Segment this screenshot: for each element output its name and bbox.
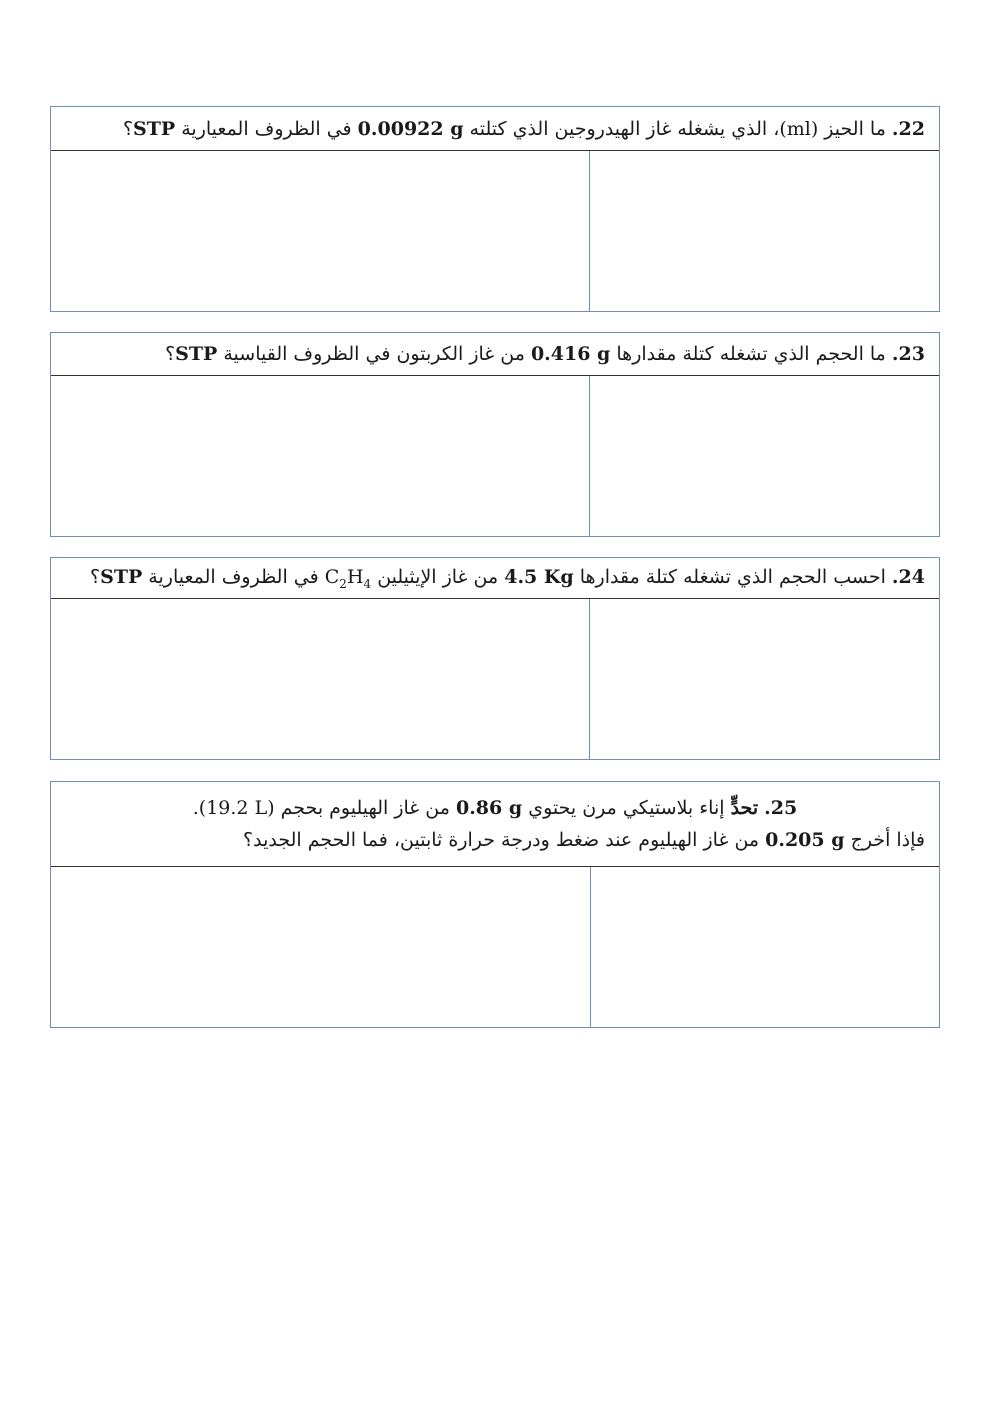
question-text-part: ). (192, 797, 207, 819)
answer-cell-data[interactable] (590, 376, 939, 536)
answer-cell-solution[interactable] (51, 599, 590, 759)
question-box-24 (50, 557, 940, 760)
question-text-part: من غاز الإيثيلين (371, 565, 505, 588)
formula-element: H (346, 565, 364, 588)
question-mark: ؟ (90, 565, 101, 588)
mass-value: 0.416 g (530, 343, 611, 365)
question-text-part: احسب الحجم الذي تشغله كتلة مقدارها (573, 565, 886, 588)
question-number: 25. (764, 797, 798, 819)
question-text-part: من غاز الكربتون في الظروف القياسية (217, 343, 531, 365)
volume-value: 19.2 L (206, 797, 268, 819)
answer-cell-data[interactable] (590, 151, 939, 311)
formula-subscript: 2 (339, 576, 347, 591)
question-box-25 (50, 781, 940, 1028)
question-number: 22. (891, 117, 925, 140)
question-text-part: في الظروف المعيارية (142, 565, 325, 588)
question-mark: ؟ (165, 343, 176, 365)
question-text-24 (51, 558, 939, 599)
question-line-2 (65, 824, 925, 856)
question-text-part: في الظروف المعيارية (175, 117, 358, 140)
question-line-1 (65, 792, 925, 824)
question-text-part: ما الحجم الذي تشغله كتلة مقدارها (610, 343, 886, 365)
mass-value: 0.00922 g (357, 117, 464, 140)
question-box-22 (50, 106, 940, 312)
question-number: 23. (891, 343, 925, 365)
answer-cell-solution[interactable] (51, 867, 591, 1027)
unit-text: ml (786, 117, 811, 140)
mass-value: 0.86 g (455, 797, 523, 819)
question-text-23 (51, 333, 939, 376)
question-text-part: )، الذي يشغله غاز الهيدروجين الذي كتلته (463, 117, 787, 140)
question-text-25 (51, 782, 939, 867)
answer-cell-data[interactable] (590, 599, 939, 759)
answer-cell-data[interactable] (591, 867, 939, 1027)
question-text-part: من غاز الهيليوم بحجم ( (267, 797, 456, 819)
question-text-part: من غاز الهيليوم عند ضغط ودرجة حرارة ثابتين، فما الحجم الجديد؟ (243, 829, 766, 851)
mass-value: 0.205 g (765, 829, 845, 851)
question-text-part: فإذا أخرج (844, 829, 925, 851)
challenge-label: تحدٍّ (730, 797, 759, 819)
stp-label: STP (133, 117, 176, 140)
formula-element: C (324, 565, 340, 588)
stp-label: STP (175, 343, 218, 365)
question-mark: ؟ (122, 117, 134, 140)
question-text-part: إناء بلاستيكي مرن يحتوي (522, 797, 731, 819)
stp-label: STP (100, 565, 143, 588)
question-text-22 (51, 107, 939, 151)
question-number: 24. (891, 565, 925, 588)
question-text-part: ما الحيز ( (810, 117, 886, 140)
formula-c2h4 (324, 565, 372, 591)
answer-cell-solution[interactable] (51, 151, 590, 311)
answer-cell-solution[interactable] (51, 376, 590, 536)
mass-value: 4.5 Kg (504, 565, 574, 588)
question-box-23 (50, 332, 940, 537)
formula-subscript: 4 (363, 576, 372, 591)
